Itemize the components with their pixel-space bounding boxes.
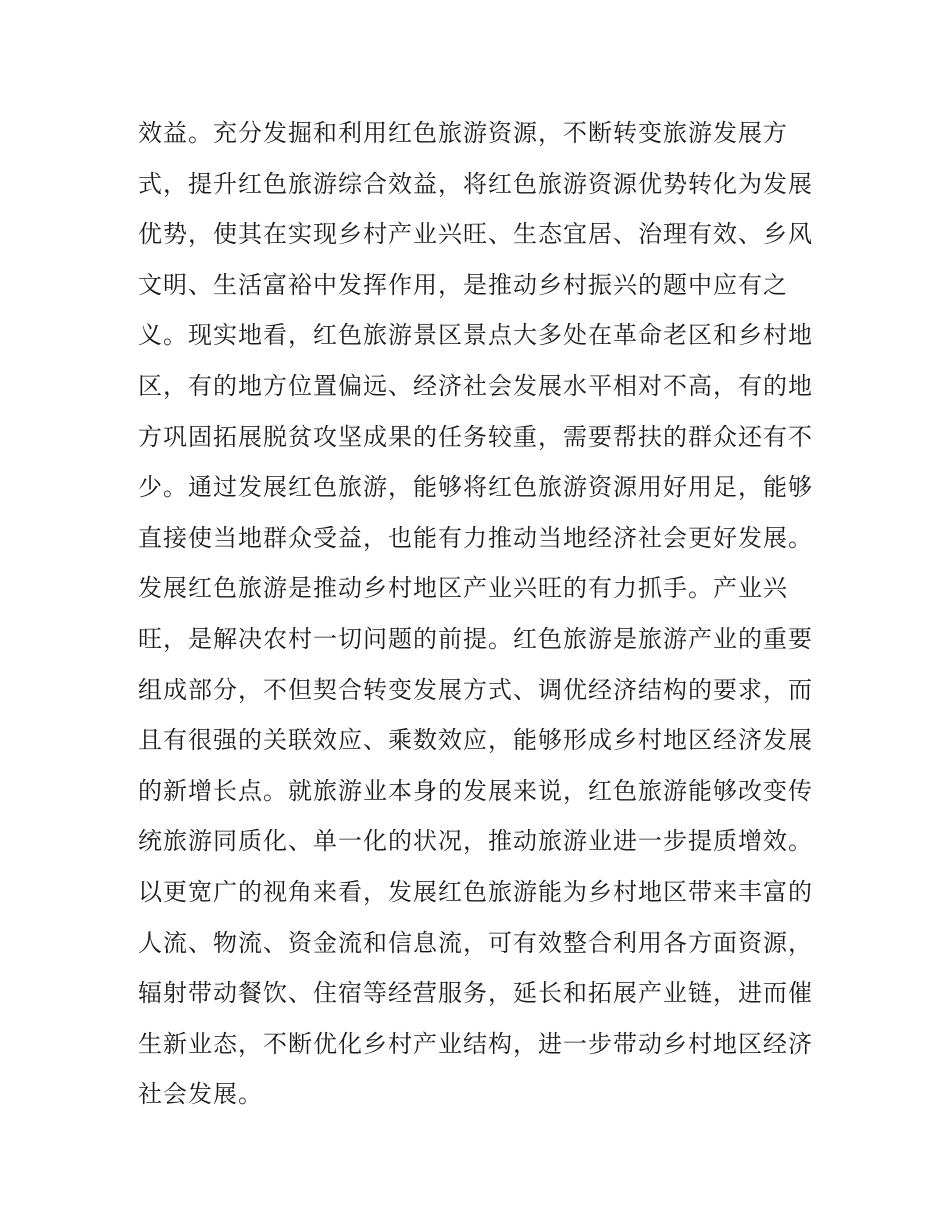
text-line: 社会发展。: [138, 1080, 263, 1109]
text-line: 人流、物流、资金流和信息流，可有效整合利用各方面资源，: [138, 928, 813, 957]
body-text: [138, 108, 818, 1120]
text-line: 统旅游同质化、单一化的状况，推动旅游业进一步提质增效。: [138, 827, 813, 856]
text-line: 式，提升红色旅游综合效益，将红色旅游资源优势转化为发展: [138, 169, 813, 198]
text-line: 发展红色旅游是推动乡村地区产业兴旺的有力抓手。产业兴: [138, 574, 788, 603]
text-line: 方巩固拓展脱贫攻坚成果的任务较重，需要帮扶的群众还有不: [138, 422, 813, 451]
text-line: 生新业态，不断优化乡村产业结构，进一步带动乡村地区经济: [138, 1029, 813, 1058]
text-line: 效益。充分发掘和利用红色旅游资源，不断转变旅游发展方: [138, 119, 788, 147]
text-line: 组成部分，不但契合转变发展方式、调优经济结构的要求，而: [138, 675, 813, 704]
text-line: 辐射带动餐饮、住宿等经营服务，延长和拓展产业链，进而催: [138, 979, 813, 1008]
text-line: 以更宽广的视角来看，发展红色旅游能为乡村地区带来丰富的: [138, 877, 813, 906]
text-line: 义。现实地看，红色旅游景区景点大多处在革命老区和乡村地: [138, 321, 813, 350]
text-line: 优势，使其在实现乡村产业兴旺、生态宜居、治理有效、乡风: [138, 220, 813, 249]
text-line: 直接使当地群众受益，也能有力推动当地经济社会更好发展。: [138, 523, 813, 552]
text-line: 区，有的地方位置偏远、经济社会发展水平相对不高，有的地: [138, 371, 813, 400]
text-line: 且有很强的关联效应、乘数效应，能够形成乡村地区经济发展: [138, 726, 813, 755]
text-line: 少。通过发展红色旅游，能够将红色旅游资源用好用足，能够: [138, 473, 813, 502]
text-line: 文明、生活富裕中发挥作用，是推动乡村振兴的题中应有之: [138, 270, 788, 299]
text-line: 旺，是解决农村一切问题的前提。红色旅游是旅游产业的重要: [138, 624, 813, 653]
text-line: 的新增长点。就旅游业本身的发展来说，红色旅游能够改变传: [138, 776, 813, 805]
